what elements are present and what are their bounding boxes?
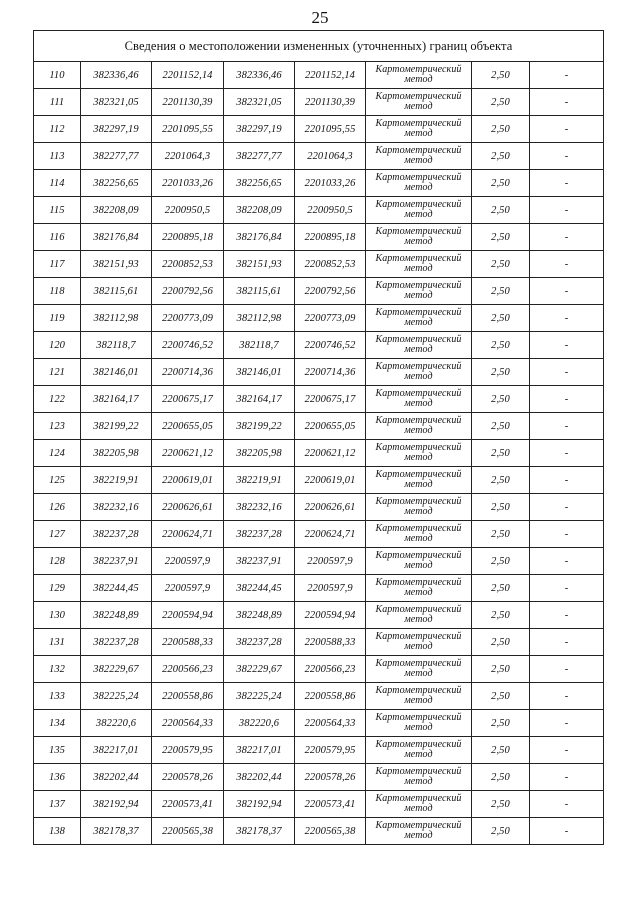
note-cell: - [530, 818, 604, 845]
existing-x-cell: 382232,16 [81, 494, 152, 521]
table-row [34, 818, 604, 845]
existing-x-cell: 382220,6 [81, 710, 152, 737]
method-cell: Картометрический метод [366, 656, 472, 683]
table-row [34, 332, 604, 359]
method-cell: Картометрический метод [366, 278, 472, 305]
point-number-cell: 131 [34, 629, 81, 656]
accuracy-cell: 2,50 [472, 521, 530, 548]
accuracy-cell: 2,50 [472, 791, 530, 818]
point-number-cell: 134 [34, 710, 81, 737]
note-cell: - [530, 62, 604, 89]
point-number-cell: 126 [34, 494, 81, 521]
updated-y-cell: 2200578,26 [295, 764, 366, 791]
method-cell: Картометрический метод [366, 602, 472, 629]
method-cell: Картометрический метод [366, 251, 472, 278]
method-cell: Картометрический метод [366, 737, 472, 764]
existing-y-cell: 2200773,09 [152, 305, 224, 332]
point-number-cell: 114 [34, 170, 81, 197]
note-cell: - [530, 494, 604, 521]
updated-y-cell: 2201130,39 [295, 89, 366, 116]
updated-x-cell: 382164,17 [224, 386, 295, 413]
table-row [34, 737, 604, 764]
method-cell: Картометрический метод [366, 359, 472, 386]
method-cell: Картометрический метод [366, 764, 472, 791]
method-cell: Картометрический метод [366, 683, 472, 710]
note-cell: - [530, 170, 604, 197]
accuracy-cell: 2,50 [472, 548, 530, 575]
existing-x-cell: 382321,05 [81, 89, 152, 116]
updated-y-cell: 2200619,01 [295, 467, 366, 494]
existing-y-cell: 2201095,55 [152, 116, 224, 143]
existing-y-cell: 2200950,5 [152, 197, 224, 224]
method-cell: Картометрический метод [366, 143, 472, 170]
existing-x-cell: 382256,65 [81, 170, 152, 197]
existing-x-cell: 382164,17 [81, 386, 152, 413]
table-row [34, 575, 604, 602]
updated-x-cell: 382146,01 [224, 359, 295, 386]
updated-y-cell: 2200626,61 [295, 494, 366, 521]
method-cell: Картометрический метод [366, 386, 472, 413]
updated-y-cell: 2200950,5 [295, 197, 366, 224]
point-number-cell: 120 [34, 332, 81, 359]
method-cell: Картометрический метод [366, 710, 472, 737]
note-cell: - [530, 791, 604, 818]
point-number-cell: 113 [34, 143, 81, 170]
accuracy-cell: 2,50 [472, 710, 530, 737]
table-row [34, 89, 604, 116]
existing-y-cell: 2200566,23 [152, 656, 224, 683]
table-row [34, 656, 604, 683]
note-cell: - [530, 332, 604, 359]
note-cell: - [530, 143, 604, 170]
note-cell: - [530, 89, 604, 116]
method-cell: Картометрический метод [366, 332, 472, 359]
updated-y-cell: 2201152,14 [295, 62, 366, 89]
point-number-cell: 122 [34, 386, 81, 413]
updated-x-cell: 382202,44 [224, 764, 295, 791]
updated-x-cell: 382256,65 [224, 170, 295, 197]
accuracy-cell: 2,50 [472, 683, 530, 710]
accuracy-cell: 2,50 [472, 494, 530, 521]
table-row [34, 413, 604, 440]
updated-x-cell: 382336,46 [224, 62, 295, 89]
method-cell: Картометрический метод [366, 575, 472, 602]
note-cell: - [530, 710, 604, 737]
point-number-cell: 138 [34, 818, 81, 845]
updated-x-cell: 382237,28 [224, 521, 295, 548]
note-cell: - [530, 548, 604, 575]
accuracy-cell: 2,50 [472, 764, 530, 791]
updated-y-cell: 2200714,36 [295, 359, 366, 386]
point-number-cell: 130 [34, 602, 81, 629]
updated-y-cell: 2200566,23 [295, 656, 366, 683]
note-cell: - [530, 629, 604, 656]
table-row [34, 116, 604, 143]
existing-x-cell: 382248,89 [81, 602, 152, 629]
existing-y-cell: 2200619,01 [152, 467, 224, 494]
method-cell: Картометрический метод [366, 62, 472, 89]
table-row [34, 251, 604, 278]
existing-x-cell: 382297,19 [81, 116, 152, 143]
updated-y-cell: 2200573,41 [295, 791, 366, 818]
table-row [34, 386, 604, 413]
updated-y-cell: 2200594,94 [295, 602, 366, 629]
updated-x-cell: 382229,67 [224, 656, 295, 683]
updated-x-cell: 382115,61 [224, 278, 295, 305]
existing-x-cell: 382202,44 [81, 764, 152, 791]
note-cell: - [530, 683, 604, 710]
existing-x-cell: 382199,22 [81, 413, 152, 440]
updated-y-cell: 2200579,95 [295, 737, 366, 764]
method-cell: Картометрический метод [366, 116, 472, 143]
updated-x-cell: 382208,09 [224, 197, 295, 224]
existing-y-cell: 2200792,56 [152, 278, 224, 305]
existing-x-cell: 382277,77 [81, 143, 152, 170]
accuracy-cell: 2,50 [472, 197, 530, 224]
point-number-cell: 112 [34, 116, 81, 143]
point-number-cell: 125 [34, 467, 81, 494]
updated-x-cell: 382192,94 [224, 791, 295, 818]
accuracy-cell: 2,50 [472, 440, 530, 467]
note-cell: - [530, 440, 604, 467]
note-cell: - [530, 602, 604, 629]
accuracy-cell: 2,50 [472, 359, 530, 386]
existing-y-cell: 2201152,14 [152, 62, 224, 89]
accuracy-cell: 2,50 [472, 170, 530, 197]
method-cell: Картометрический метод [366, 494, 472, 521]
existing-x-cell: 382219,91 [81, 467, 152, 494]
accuracy-cell: 2,50 [472, 305, 530, 332]
existing-y-cell: 2200852,53 [152, 251, 224, 278]
note-cell: - [530, 764, 604, 791]
table-row [34, 764, 604, 791]
updated-y-cell: 2201095,55 [295, 116, 366, 143]
page-number: 25 [311, 8, 329, 27]
existing-x-cell: 382225,24 [81, 683, 152, 710]
note-cell: - [530, 656, 604, 683]
table-row [34, 467, 604, 494]
note-cell: - [530, 224, 604, 251]
updated-x-cell: 382237,28 [224, 629, 295, 656]
existing-x-cell: 382237,28 [81, 521, 152, 548]
updated-x-cell: 382199,22 [224, 413, 295, 440]
updated-x-cell: 382237,91 [224, 548, 295, 575]
updated-x-cell: 382219,91 [224, 467, 295, 494]
existing-x-cell: 382336,46 [81, 62, 152, 89]
updated-x-cell: 382297,19 [224, 116, 295, 143]
accuracy-cell: 2,50 [472, 818, 530, 845]
existing-x-cell: 382208,09 [81, 197, 152, 224]
accuracy-cell: 2,50 [472, 116, 530, 143]
updated-y-cell: 2200746,52 [295, 332, 366, 359]
point-number-cell: 115 [34, 197, 81, 224]
existing-y-cell: 2200675,17 [152, 386, 224, 413]
updated-y-cell: 2200588,33 [295, 629, 366, 656]
table-title: Сведения о местоположении измененных (уточненных) границ объекта [34, 31, 604, 62]
coordinates-table [33, 30, 604, 845]
updated-x-cell: 382112,98 [224, 305, 295, 332]
existing-y-cell: 2200895,18 [152, 224, 224, 251]
updated-y-cell: 2200773,09 [295, 305, 366, 332]
updated-y-cell: 2200655,05 [295, 413, 366, 440]
table-row [34, 440, 604, 467]
updated-y-cell: 2200621,12 [295, 440, 366, 467]
updated-y-cell: 2200895,18 [295, 224, 366, 251]
existing-y-cell: 2201033,26 [152, 170, 224, 197]
updated-x-cell: 382205,98 [224, 440, 295, 467]
note-cell: - [530, 278, 604, 305]
method-cell: Картометрический метод [366, 791, 472, 818]
existing-x-cell: 382115,61 [81, 278, 152, 305]
existing-y-cell: 2200558,86 [152, 683, 224, 710]
updated-x-cell: 382225,24 [224, 683, 295, 710]
existing-y-cell: 2200578,26 [152, 764, 224, 791]
existing-y-cell: 2201130,39 [152, 89, 224, 116]
existing-y-cell: 2201064,3 [152, 143, 224, 170]
point-number-cell: 133 [34, 683, 81, 710]
existing-y-cell: 2200746,52 [152, 332, 224, 359]
existing-x-cell: 382217,01 [81, 737, 152, 764]
updated-y-cell: 2200565,38 [295, 818, 366, 845]
updated-y-cell: 2200558,86 [295, 683, 366, 710]
table-row [34, 629, 604, 656]
table-title-row [34, 31, 604, 62]
table-row [34, 305, 604, 332]
existing-x-cell: 382118,7 [81, 332, 152, 359]
existing-y-cell: 2200565,38 [152, 818, 224, 845]
updated-x-cell: 382244,45 [224, 575, 295, 602]
updated-y-cell: 2200564,33 [295, 710, 366, 737]
note-cell: - [530, 197, 604, 224]
existing-x-cell: 382112,98 [81, 305, 152, 332]
updated-x-cell: 382220,6 [224, 710, 295, 737]
updated-y-cell: 2200792,56 [295, 278, 366, 305]
existing-y-cell: 2200626,61 [152, 494, 224, 521]
point-number-cell: 116 [34, 224, 81, 251]
accuracy-cell: 2,50 [472, 332, 530, 359]
note-cell: - [530, 575, 604, 602]
method-cell: Картометрический метод [366, 224, 472, 251]
note-cell: - [530, 251, 604, 278]
existing-x-cell: 382229,67 [81, 656, 152, 683]
existing-x-cell: 382151,93 [81, 251, 152, 278]
table-row [34, 359, 604, 386]
method-cell: Картометрический метод [366, 170, 472, 197]
updated-y-cell: 2201033,26 [295, 170, 366, 197]
table-row [34, 62, 604, 89]
updated-x-cell: 382118,7 [224, 332, 295, 359]
table-row [34, 602, 604, 629]
accuracy-cell: 2,50 [472, 467, 530, 494]
updated-x-cell: 382321,05 [224, 89, 295, 116]
note-cell: - [530, 413, 604, 440]
method-cell: Картометрический метод [366, 89, 472, 116]
point-number-cell: 124 [34, 440, 81, 467]
accuracy-cell: 2,50 [472, 224, 530, 251]
table-row [34, 224, 604, 251]
accuracy-cell: 2,50 [472, 629, 530, 656]
point-number-cell: 128 [34, 548, 81, 575]
point-number-cell: 111 [34, 89, 81, 116]
point-number-cell: 123 [34, 413, 81, 440]
existing-y-cell: 2200597,9 [152, 548, 224, 575]
existing-x-cell: 382205,98 [81, 440, 152, 467]
note-cell: - [530, 116, 604, 143]
updated-y-cell: 2200852,53 [295, 251, 366, 278]
table-row [34, 521, 604, 548]
point-number-cell: 136 [34, 764, 81, 791]
note-cell: - [530, 305, 604, 332]
table-row [34, 197, 604, 224]
existing-y-cell: 2200714,36 [152, 359, 224, 386]
table-row [34, 548, 604, 575]
table-row [34, 170, 604, 197]
note-cell: - [530, 386, 604, 413]
point-number-cell: 118 [34, 278, 81, 305]
existing-x-cell: 382192,94 [81, 791, 152, 818]
updated-x-cell: 382232,16 [224, 494, 295, 521]
accuracy-cell: 2,50 [472, 143, 530, 170]
existing-y-cell: 2200597,9 [152, 575, 224, 602]
table-row [34, 494, 604, 521]
existing-x-cell: 382237,28 [81, 629, 152, 656]
point-number-cell: 127 [34, 521, 81, 548]
existing-x-cell: 382176,84 [81, 224, 152, 251]
updated-x-cell: 382277,77 [224, 143, 295, 170]
updated-x-cell: 382248,89 [224, 602, 295, 629]
accuracy-cell: 2,50 [472, 62, 530, 89]
updated-x-cell: 382217,01 [224, 737, 295, 764]
accuracy-cell: 2,50 [472, 656, 530, 683]
existing-y-cell: 2200579,95 [152, 737, 224, 764]
point-number-cell: 119 [34, 305, 81, 332]
updated-y-cell: 2200675,17 [295, 386, 366, 413]
point-number-cell: 110 [34, 62, 81, 89]
existing-y-cell: 2200588,33 [152, 629, 224, 656]
point-number-cell: 132 [34, 656, 81, 683]
table-body [34, 31, 604, 845]
method-cell: Картометрический метод [366, 629, 472, 656]
updated-y-cell: 2200597,9 [295, 575, 366, 602]
table-row [34, 143, 604, 170]
point-number-cell: 135 [34, 737, 81, 764]
accuracy-cell: 2,50 [472, 575, 530, 602]
existing-y-cell: 2200594,94 [152, 602, 224, 629]
point-number-cell: 117 [34, 251, 81, 278]
table-row [34, 278, 604, 305]
table-row [34, 710, 604, 737]
point-number-cell: 121 [34, 359, 81, 386]
accuracy-cell: 2,50 [472, 413, 530, 440]
updated-x-cell: 382151,93 [224, 251, 295, 278]
method-cell: Картометрический метод [366, 440, 472, 467]
accuracy-cell: 2,50 [472, 278, 530, 305]
existing-x-cell: 382237,91 [81, 548, 152, 575]
existing-y-cell: 2200564,33 [152, 710, 224, 737]
existing-y-cell: 2200655,05 [152, 413, 224, 440]
existing-x-cell: 382244,45 [81, 575, 152, 602]
method-cell: Картометрический метод [366, 548, 472, 575]
method-cell: Картометрический метод [366, 305, 472, 332]
existing-y-cell: 2200573,41 [152, 791, 224, 818]
accuracy-cell: 2,50 [472, 737, 530, 764]
method-cell: Картометрический метод [366, 467, 472, 494]
note-cell: - [530, 737, 604, 764]
accuracy-cell: 2,50 [472, 89, 530, 116]
table-row [34, 683, 604, 710]
existing-x-cell: 382178,37 [81, 818, 152, 845]
point-number-cell: 137 [34, 791, 81, 818]
updated-y-cell: 2200624,71 [295, 521, 366, 548]
table-row [34, 791, 604, 818]
accuracy-cell: 2,50 [472, 251, 530, 278]
method-cell: Картометрический метод [366, 197, 472, 224]
method-cell: Картометрический метод [366, 818, 472, 845]
existing-x-cell: 382146,01 [81, 359, 152, 386]
point-number-cell: 129 [34, 575, 81, 602]
method-cell: Картометрический метод [366, 413, 472, 440]
updated-y-cell: 2201064,3 [295, 143, 366, 170]
accuracy-cell: 2,50 [472, 602, 530, 629]
note-cell: - [530, 359, 604, 386]
updated-x-cell: 382176,84 [224, 224, 295, 251]
method-cell: Картометрический метод [366, 521, 472, 548]
accuracy-cell: 2,50 [472, 386, 530, 413]
note-cell: - [530, 467, 604, 494]
note-cell: - [530, 521, 604, 548]
updated-y-cell: 2200597,9 [295, 548, 366, 575]
existing-y-cell: 2200621,12 [152, 440, 224, 467]
updated-x-cell: 382178,37 [224, 818, 295, 845]
existing-y-cell: 2200624,71 [152, 521, 224, 548]
